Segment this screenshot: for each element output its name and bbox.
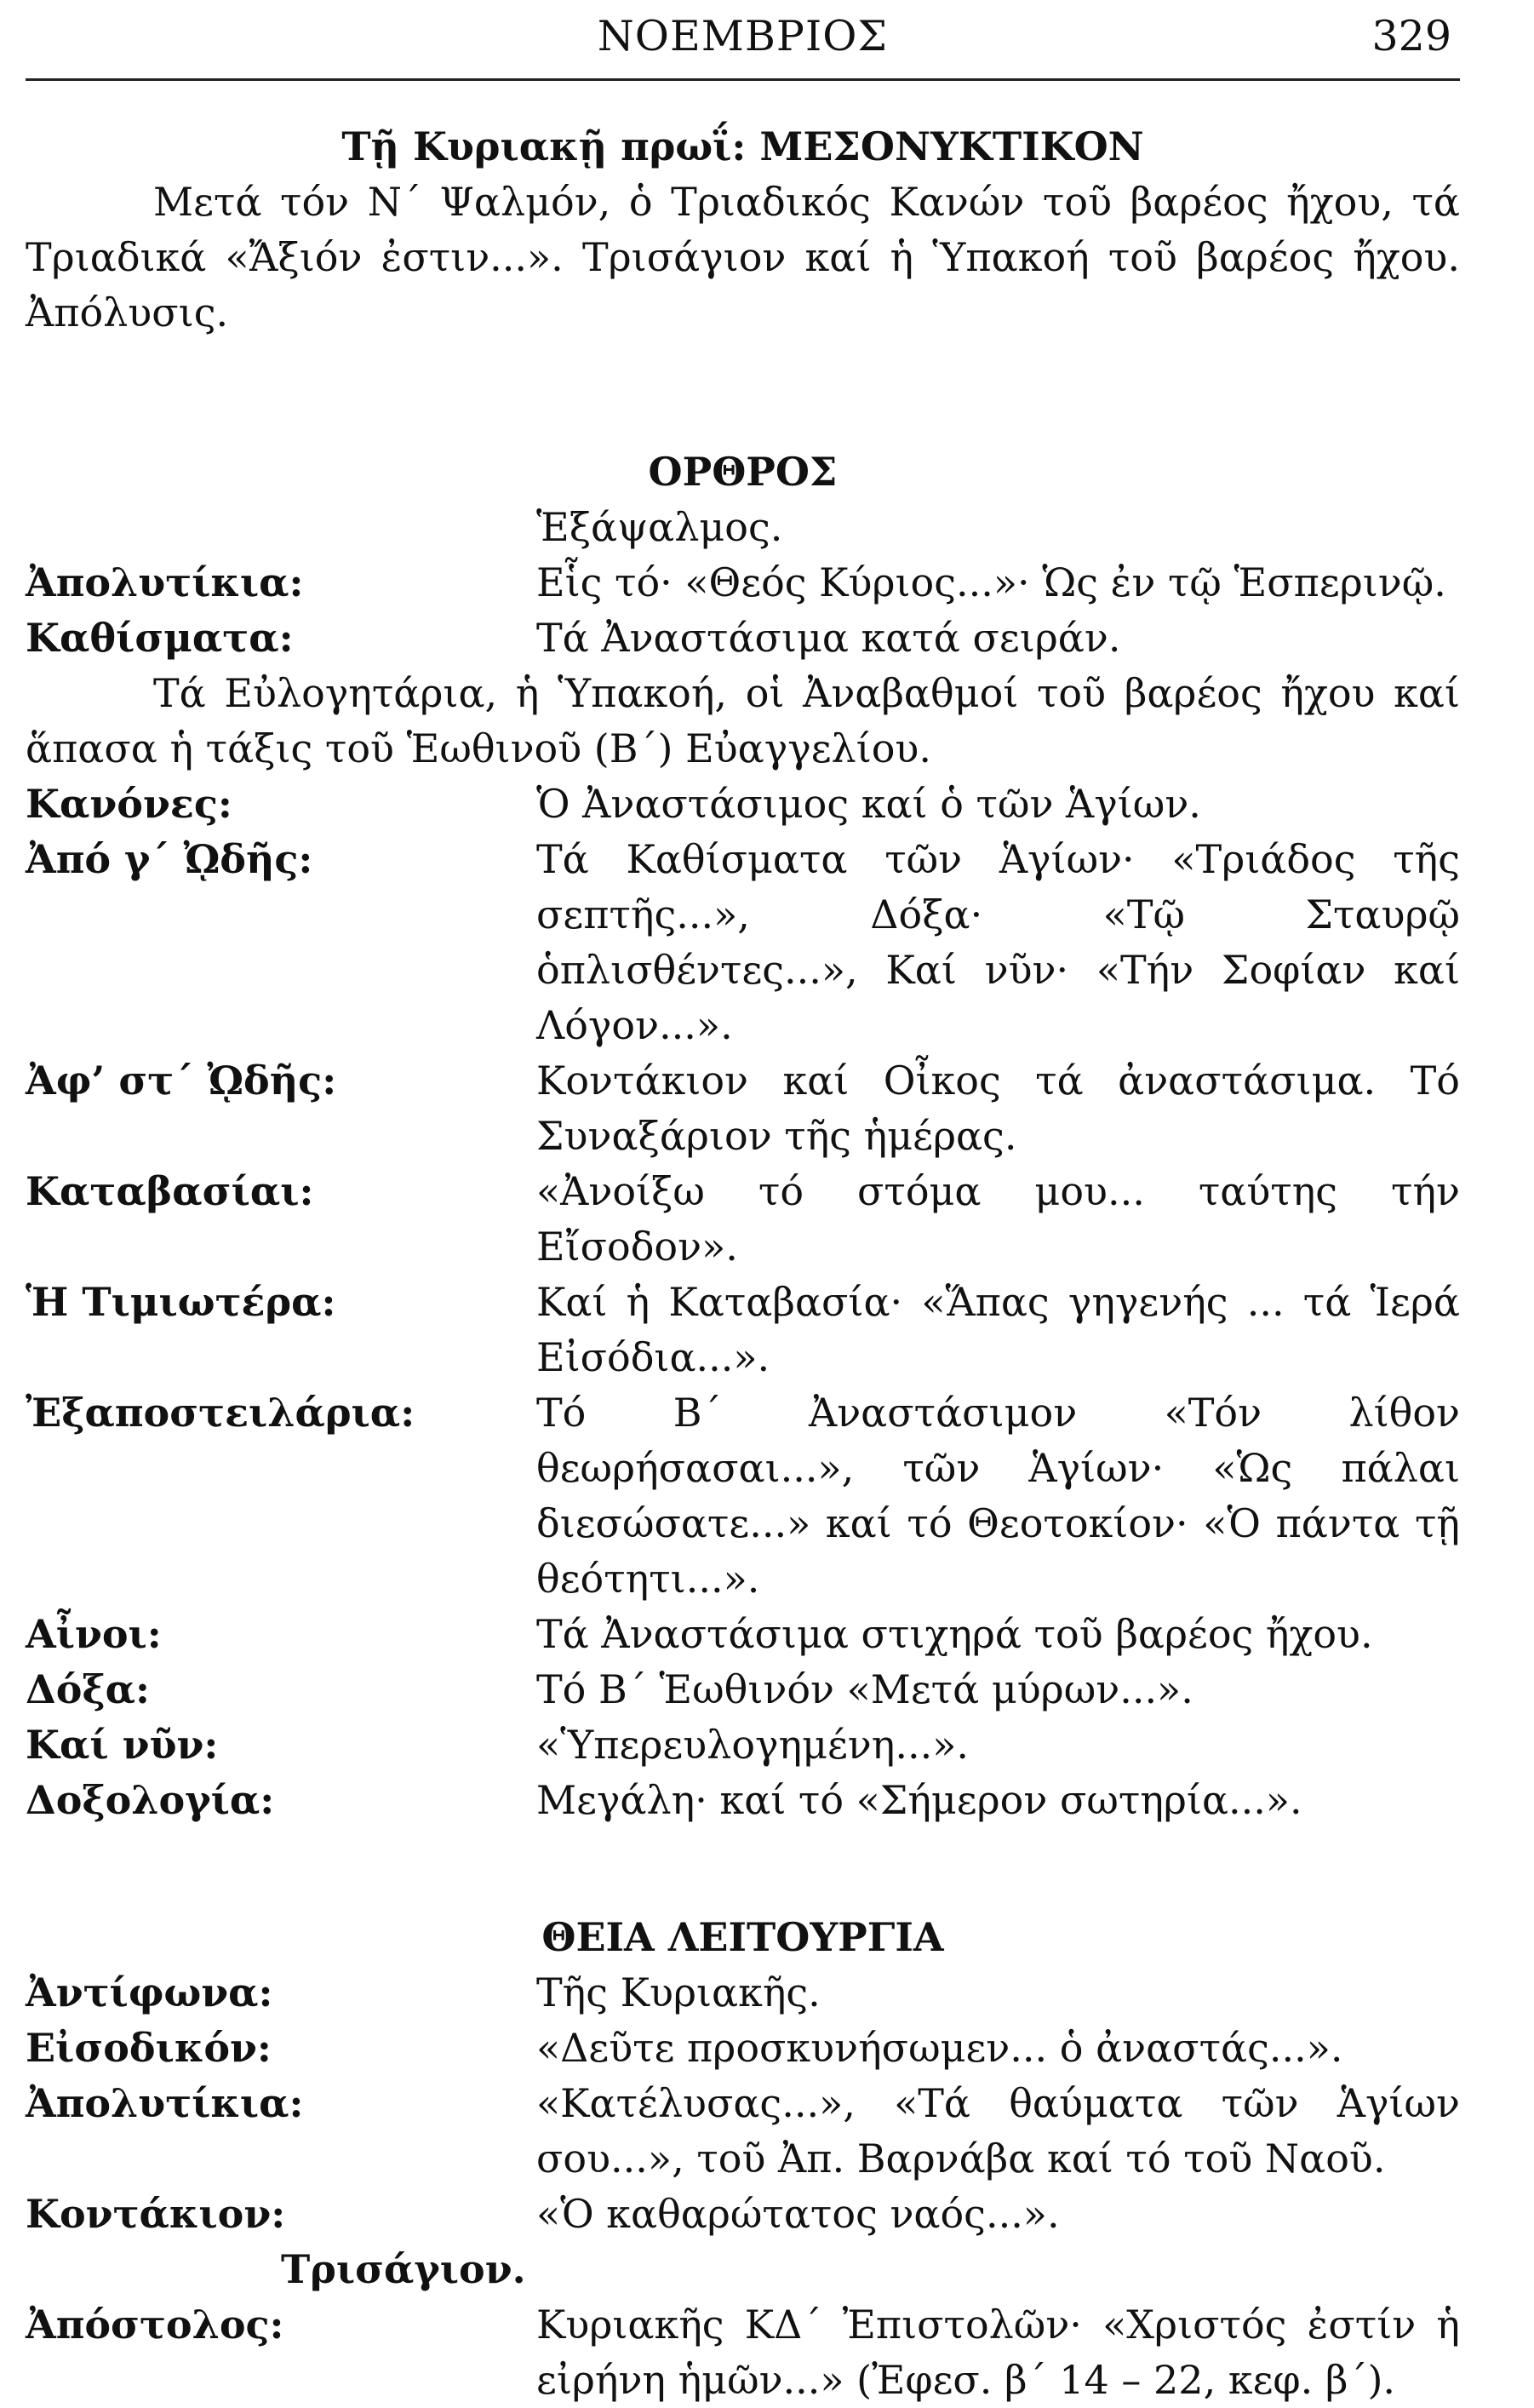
rubric-value: Μεγάλη· καί τό «Σήμερον σωτηρία...». [536,1777,1302,1823]
rubric-label: Ἀντίφωνα: [26,1969,273,2015]
rubric-row [26,2187,1460,2242]
rubric-value: Κοντάκιον καί Οἶκος τά ἀναστάσιμα. Τό Συναξάριον τῆς ἡμέρας. [536,1058,1460,1159]
rubric-label: Δόξα: [26,1666,150,1712]
rubric-value: Τό Β΄ Ἀναστάσιμον «Τόν λίθον θεωρήσασαι...», τῶν Ἁγίων· «Ὡς πάλαι διεσώσατε...» καί τό Θεοτοκίον· «Ὁ πάντα τῇ θεότητι...». [536,1390,1460,1602]
rubric-value: «Δεῦτε προσκυνήσωμεν... ὁ ἀναστάς...». [536,2025,1343,2071]
liturgy-rows-a [26,1965,1460,2242]
rubric-label: Δοξολογία: [26,1777,275,1823]
rubric-value: Τῆς Κυριακῆς. [536,1969,821,2015]
rubric-label: Καί νῦν: [26,1722,219,1768]
page-number: 329 [1371,12,1451,60]
rubric-row [26,1773,1460,1828]
rubric-value: Τά Ἀναστάσιμα κατά σειράν. [536,615,1121,661]
orthros-title: ΟΡΘΡΟΣ [648,449,838,495]
orthros-paragraph: Τά Εὐλογητάρια, ἡ Ὑπακοή, οἱ Ἀναβαθμοί τοῦ βαρέος ἤχου καί ἅπασα ἡ τάξις τοῦ Ἑωθινοῦ (Β΄) Εὐαγγελίου. [26,670,1460,771]
header-title: ΝΟΕΜΒΡΙΟΣ [597,12,889,60]
rubric-value: Τά Καθίσματα τῶν Ἁγίων· «Τριάδος τῆς σεπτῆς...», Δόξα· «Τῷ Σταυρῷ ὁπλισθέντες...», Καί νῦν· «Τήν Σοφίαν καί Λόγον...». [536,836,1460,1048]
rubric-label: Ἀπολυτίκια: [26,2080,304,2126]
rubric-label: Κοντάκιον: [26,2191,286,2237]
rubric-value: Ὁ Ἀναστάσιμος καί ὁ τῶν Ἁγίων. [536,781,1201,827]
rubric-row [26,555,1460,611]
rubric-row [26,1275,1460,1385]
rubric-value: Καί ἡ Καταβασία· «Ἅπας γηγενής ... τά Ἱερά Εἰσόδια...». [536,1279,1460,1380]
rubric-row [26,777,1460,832]
orthros-subtitle: Ἑξάψαλμος. [536,504,783,550]
rubric-row [26,2297,1460,2408]
rubric-value: «Ἀνοίξω τό στόμα μου... ταύτης τήν Εἴσοδον». [536,1168,1460,1270]
rubric-label: Ἐξαποστειλάρια: [26,1390,415,1436]
rubric-row [26,1164,1460,1275]
rubric-value: Τά Ἀναστάσιμα στιχηρά τοῦ βαρέος ἤχου. [536,1611,1373,1657]
rubric-label: Καθίσματα: [26,615,294,661]
rubric-label: Καταβασίαι: [26,1168,314,1214]
orthros-rows-b [26,777,1460,1828]
page-content [26,119,1460,2408]
rubric-label: Αἶνοι: [26,1611,162,1657]
rubric-row [26,2021,1460,2076]
rubric-value: «Ὁ καθαρώτατος ναός...». [536,2191,1060,2237]
rubric-value: «Ὑπερευλογημένη...». [536,1722,969,1768]
rubric-value: Τό Β΄ Ἑωθινόν «Μετά μύρων...». [536,1666,1193,1712]
rubric-row [26,1053,1460,1164]
rubric-row [26,2076,1460,2187]
rubric-label: Ἀπολυτίκια: [26,559,304,605]
rubric-row [26,1662,1460,1717]
rubric-label: Ἀφ’ στ΄ ᾨδῆς: [26,1058,337,1104]
rubric-row [26,611,1460,666]
mesonyktikon-title: Τῇ Κυριακῇ πρωΐ: ΜΕΣΟΝΥΚΤΙΚΟΝ [341,123,1144,169]
rubric-value: Εἷς τό· «Θεός Κύριος...»· Ὡς ἐν τῷ Ἑσπερινῷ. [536,559,1446,605]
mesonyktikon-text: Μετά τόν Ν΄ Ψαλμόν, ὁ Τριαδικός Κανών τοῦ βαρέος ἤχου, τά Τριαδικά «Ἄξιόν ἐστιν...». Τρισάγιον καί ἡ Ὑπακοή τοῦ βαρέος ἤχου. Ἀπόλυσις. [26,179,1460,335]
rubric-row [26,1965,1460,2021]
rubric-label: Εἰσοδικόν: [26,2025,272,2071]
rubric-row [26,1385,1460,1607]
orthros-rows-a [26,555,1460,666]
rubric-label: Ἀπόστολος: [26,2302,284,2348]
trisagion-line: Τρισάγιον. [281,2246,526,2292]
rubric-label: Κανόνες: [26,781,232,827]
running-header [26,7,1460,81]
rubric-label: Ἀπό γ΄ ᾨδῆς: [26,836,313,882]
rubric-row [26,832,1460,1053]
rubric-value: Κυριακῆς ΚΔ΄ Ἐπιστολῶν· «Χριστός ἐστίν ἡ εἰρήνη ἡμῶν...» (Ἐφεσ. β΄ 14 – 22, κεφ. β΄). [536,2302,1460,2403]
rubric-label: Ἡ Τιμιωτέρα: [26,1279,336,1325]
rubric-value: «Κατέλυσας...», «Τά θαύματα τῶν Ἁγίων σου...», τοῦ Ἀπ. Βαρνάβα καί τό τοῦ Ναοῦ. [536,2080,1460,2182]
rubric-row [26,1607,1460,1662]
liturgy-rows-b [26,2297,1460,2408]
rubric-row [26,1717,1460,1773]
liturgy-title: ΘΕΙΑ ΛΕΙΤΟΥΡΓΙΑ [541,1914,944,1960]
